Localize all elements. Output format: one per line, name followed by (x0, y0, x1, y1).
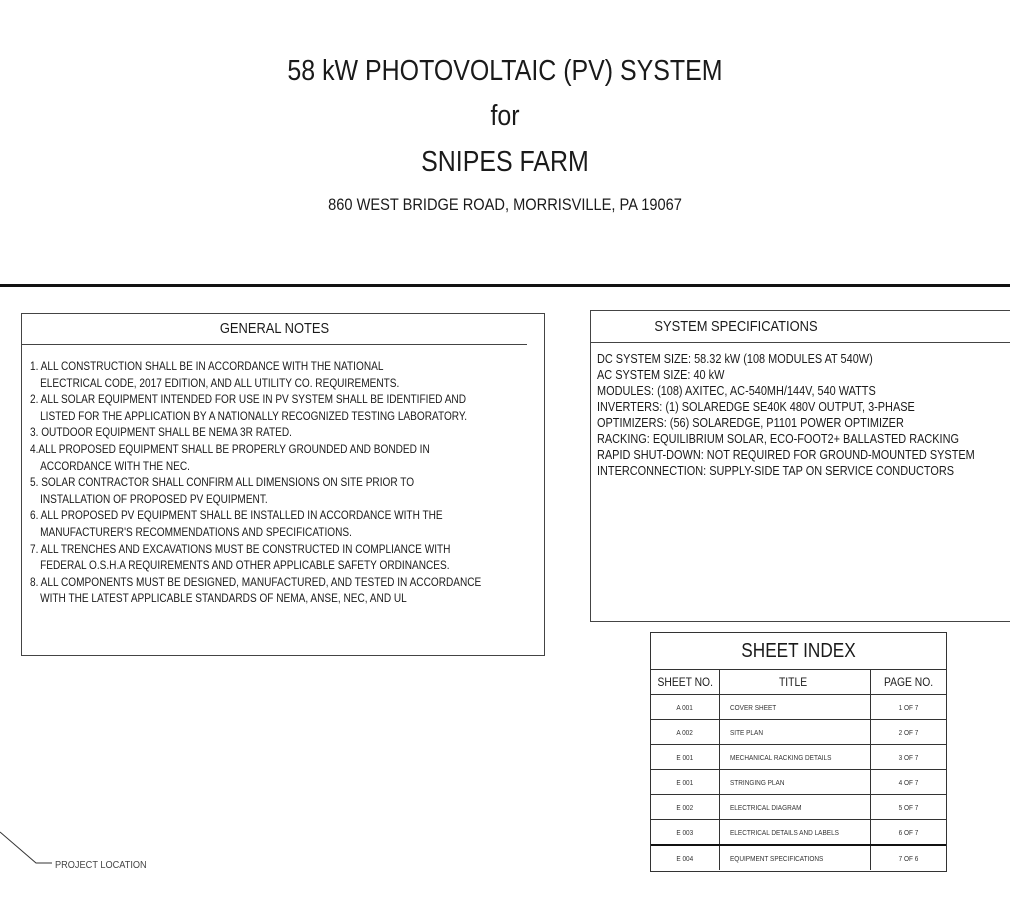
general-note-line: 8. ALL COMPONENTS MUST BE DESIGNED, MANUFACTURED, AND TESTED IN ACCORDANCE (30, 574, 482, 589)
general-note-line: 4.ALL PROPOSED EQUIPMENT SHALL BE PROPERLY GROUNDED AND BONDED IN (30, 441, 430, 456)
page-number-cell: 2 OF 7 (871, 720, 947, 745)
title-divider (0, 284, 1010, 287)
general-note-line: ACCORDANCE WITH THE NEC. (40, 458, 190, 473)
general-note-line: 6. ALL PROPOSED PV EQUIPMENT SHALL BE INSTALLED IN ACCORDANCE WITH THE (30, 508, 443, 523)
project-location-label: PROJECT LOCATION (55, 860, 147, 871)
sheet-index-row (651, 820, 946, 846)
spec-line: DC SYSTEM SIZE: 58.32 kW (108 MODULES AT 540W) (597, 351, 873, 366)
project-name: SNIPES FARM (421, 146, 589, 178)
page-number-cell: 3 OF 7 (871, 745, 947, 770)
sheet-index-row (651, 795, 946, 820)
sheet-title-cell: STRINGING PLAN (720, 770, 871, 795)
sheet-title-cell: SITE PLAN (720, 720, 871, 745)
page-number-cell: 4 OF 7 (871, 770, 947, 795)
spec-line: RACKING: EQUILIBRIUM SOLAR, ECO-FOOT2+ BALLASTED RACKING (597, 431, 959, 446)
system-title: 58 kW PHOTOVOLTAIC (PV) SYSTEM (287, 55, 723, 87)
sheet-index-row (651, 745, 946, 770)
sheet-index-row (651, 770, 946, 795)
page-number-cell: 7 OF 6 (871, 845, 947, 870)
column-header-page-no: PAGE NO. (871, 670, 947, 695)
system-specifications-panel (590, 310, 1010, 622)
sheet-index-table (650, 632, 947, 872)
general-note-line: 2. ALL SOLAR EQUIPMENT INTENDED FOR USE IN PV SYSTEM SHALL BE IDENTIFIED AND (30, 392, 466, 407)
general-note-line: 5. SOLAR CONTRACTOR SHALL CONFIRM ALL DIMENSIONS ON SITE PRIOR TO (30, 475, 415, 490)
sheet-title-cell: ELECTRICAL DETAILS AND LABELS (720, 820, 871, 846)
general-note-line: 1. ALL CONSTRUCTION SHALL BE IN ACCORDANCE WITH THE NATIONAL (30, 359, 384, 373)
sheet-number-cell: E 004 (651, 845, 720, 870)
general-notes-panel (21, 313, 545, 656)
sheet-index-row (651, 720, 946, 745)
spec-line: AC SYSTEM SIZE: 40 kW (597, 367, 725, 382)
general-note-line: ELECTRICAL CODE, 2017 EDITION, AND ALL UTILITY CO. REQUIREMENTS. (40, 375, 400, 390)
spec-line: INTERCONNECTION: SUPPLY-SIDE TAP ON SERVICE CONDUCTORS (597, 463, 954, 478)
general-note-line: LISTED FOR THE APPLICATION BY A NATIONALLY RECOGNIZED TESTING LABORATORY. (40, 408, 468, 423)
system-specifications-heading: SYSTEM SPECIFICATIONS (654, 318, 818, 335)
sheet-index-grid (651, 670, 946, 870)
sheet-title-cell: EQUIPMENT SPECIFICATIONS (720, 845, 871, 870)
general-notes-list (30, 358, 570, 607)
sheet-number-cell: A 002 (651, 720, 720, 745)
general-notes-header (22, 314, 527, 345)
project-location-leader-line (0, 830, 60, 870)
spec-line: INVERTERS: (1) SOLAREDGE SE40K 480V OUTPUT, 3-PHASE (597, 399, 915, 414)
sheet-number-cell: E 001 (651, 745, 720, 770)
sheet-number-cell: E 002 (651, 795, 720, 820)
general-note-line: 7. ALL TRENCHES AND EXCAVATIONS MUST BE CONSTRUCTED IN COMPLIANCE WITH (30, 541, 451, 556)
sheet-index-heading: SHEET INDEX (741, 640, 856, 662)
spec-line: MODULES: (108) AXITEC, AC-540MH/144V, 540 WATTS (597, 383, 876, 398)
sheet-index-header (651, 633, 946, 670)
sheet-index-column-headers (651, 670, 946, 695)
general-note-line: FEDERAL O.S.H.A REQUIREMENTS AND OTHER APPLICABLE SAFETY ORDINANCES. (40, 558, 450, 573)
general-note-line: 3. OUTDOOR EQUIPMENT SHALL BE NEMA 3R RATED. (30, 425, 292, 440)
system-specifications-list (597, 351, 1010, 479)
sheet-index-row (651, 845, 946, 870)
spec-line: OPTIMIZERS: (56) SOLAREDGE, P1101 POWER OPTIMIZER (597, 415, 904, 430)
page-number-cell: 1 OF 7 (871, 695, 947, 720)
project-address: 860 WEST BRIDGE ROAD, MORRISVILLE, PA 19067 (328, 195, 682, 214)
sheet-title-cell: ELECTRICAL DIAGRAM (720, 795, 871, 820)
column-header-sheet-no: SHEET NO. (651, 670, 720, 695)
sheet-number-cell: A 001 (651, 695, 720, 720)
sheet-number-cell: E 001 (651, 770, 720, 795)
general-note-line: WITH THE LATEST APPLICABLE STANDARDS OF NEMA, ANSE, NEC, AND UL (40, 591, 407, 606)
column-header-title: TITLE (720, 670, 871, 695)
title-connector: for (490, 100, 520, 132)
page-number-cell: 5 OF 7 (871, 795, 947, 820)
spec-line: RAPID SHUT-DOWN: NOT REQUIRED FOR GROUND-MOUNTED SYSTEM (597, 447, 975, 462)
sheet-title-cell: MECHANICAL RACKING DETAILS (720, 745, 871, 770)
general-note-line: MANUFACTURER'S RECOMMENDATIONS AND SPECIFICATIONS. (40, 524, 352, 539)
sheet-number-cell: E 003 (651, 820, 720, 846)
sheet-title-cell: COVER SHEET (720, 695, 871, 720)
general-notes-heading: GENERAL NOTES (219, 320, 330, 337)
general-note-line: INSTALLATION OF PROPOSED PV EQUIPMENT. (40, 491, 268, 506)
system-specifications-header (591, 311, 1010, 343)
page-number-cell: 6 OF 7 (871, 820, 947, 846)
sheet-index-row (651, 695, 946, 720)
